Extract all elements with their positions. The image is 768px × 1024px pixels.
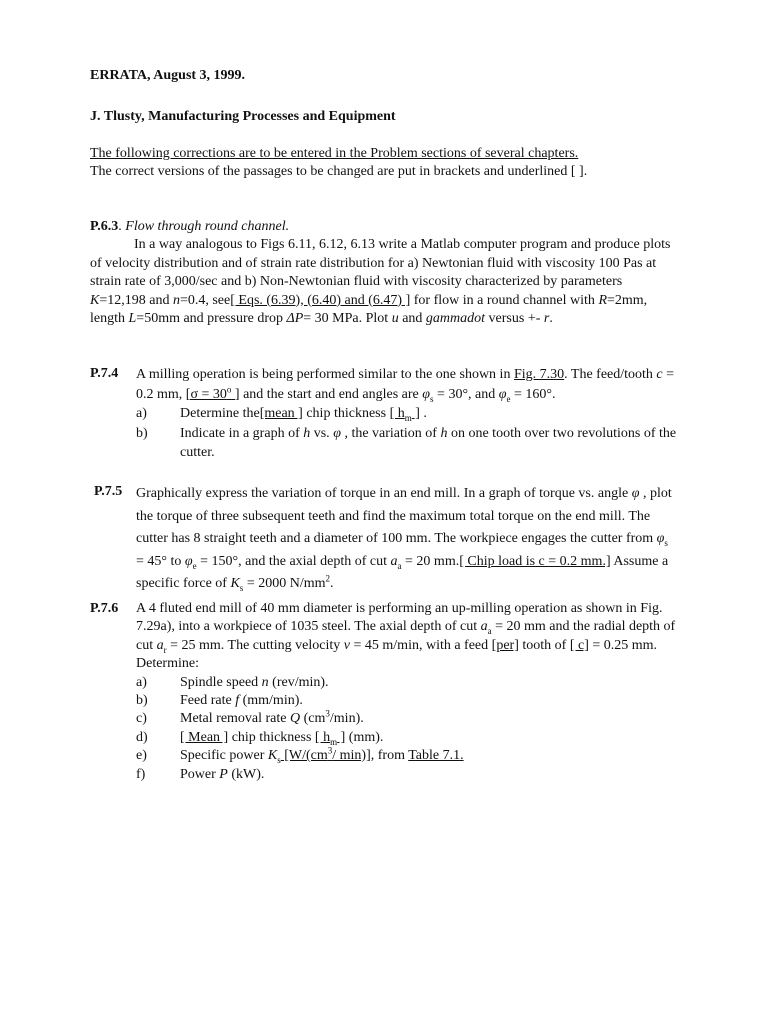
determine-label: Determine:: [136, 656, 199, 672]
list-item: c) Metal removal rate Q $(cm^3/\min)$.: [136, 708, 364, 727]
intro-line-1: The following corrections are to be entered in the Problem sections of several chapters.: [90, 146, 579, 161]
problem-7-6: [90, 600, 678, 784]
list-item: b) Indicate in a graph of h vs. φ , the variation of h on one tooth over two revolutions of the cutter.: [136, 425, 677, 460]
problem-text: In a way analogous to Figs 6.11, 6.12, 6.13 write a Matlab computer program and produce plots of velocity distribution and of strain rate distribution for a) Newtonian fluid with viscosity 100 Pas at strain rate of 3,000/sec and b) Non-Newtonian fluid with viscosity characterized by parameters K=12,198 and n=0.4, see[ Eqs. (6.39), (6.40) and (6.47) ] for flow in a round channel with R=2mm, length L=50mm and pressure drop ΔP= 30 MPa. Plot u and gammadot versus +- r.: [90, 237, 671, 327]
list-item: e) Specific power $K_s$ [$W/(cm^3/$ min)], from Table 7.1.: [136, 745, 464, 766]
list-item: a) Determine the[mean ] chip thickness [ $h_m$ ] .: [136, 406, 427, 423]
problem-label: P.6.3: [90, 219, 119, 234]
intro-line-2: The correct versions of the passages to be changed are put in brackets and underlined [ ].: [90, 164, 588, 180]
intro-paragraph: [90, 145, 675, 182]
problem-label: P.7.6: [90, 601, 119, 616]
problem-label: P.7.4: [90, 366, 119, 381]
problem-6-3: P.6.3. Flow through round channel. In a way analogous to Figs 6.11, 6.12, 6.13 write a Matlab computer program and produce plots of velocity distribution and of strain rate distribution for a) Newtonian fluid with viscosity 100 Pas at strain rate of 3,000/sec and b) Non-Newtonian fluid with viscosity characterized by parameters K=12,198 and n=0.4, see[ Eqs. (6.39), (6.40) and (6.47) ] for flow in a round channel with R=2mm, length L=50mm and pressure drop ΔP= 30 MPa. Plot u and gammadot versus +- r.: [90, 218, 680, 328]
problem-title: Flow through round channel.: [125, 219, 290, 234]
list-item: f) Power P (kW).: [136, 766, 265, 782]
problem-text: A milling operation is being performed similar to the one shown in Fig. 7.30. The feed/tooth c = 0.2 mm, [$\sigma = 30^o$ ] and the start and end angles are $\varphi_s = 30^\circ$, and $\varphi_e = 160^\circ$.: [136, 367, 675, 404]
problem-7-5: [90, 483, 678, 596]
problem-7-4: [90, 365, 678, 463]
book-reference: J. Tlusty, Manufacturing Processes and Equipment: [90, 109, 396, 124]
list-item: d) [ Mean ] chip thickness [ $h_m$ ] (mm).: [136, 729, 384, 747]
list-item: a) Spindle speed n (rev/min).: [136, 674, 329, 690]
list-item: b) Feed rate f (mm/min).: [136, 693, 303, 709]
problem-text: A 4 fluted end mill of 40 mm diameter is performing an up-milling operation as shown in Fig. 7.29a), into a workpiece of 1035 steel. The axial depth of cut $a_a = 20$ mm and the radial depth of cut $a_r = 25$ mm. The cutting velocity v = 45 m/min, with a feed [per] tooth of [ c] = 0.25 mm.: [136, 601, 676, 655]
errata-title: ERRATA, August 3, 1999.: [90, 68, 246, 83]
problem-label: P.7.5: [94, 484, 123, 499]
problem-text: Graphically express the variation of torque in an end mill. In a graph of torque vs. angle φ , plot the torque of three subsequent teeth and find the maximum total torque on the end mill. The cutter has 8 straight teeth and a diameter of 100 mm. The workpiece engages the cutter from $\varphi_s = 45^\circ$ to $\varphi_e = 150^\circ$, and the axial depth of cut $a_a = 20$ mm.[ Chip load is c = 0.2 mm.] Assume a specific force of $K_s = 2000$ $N/mm^2$.: [136, 486, 672, 594]
